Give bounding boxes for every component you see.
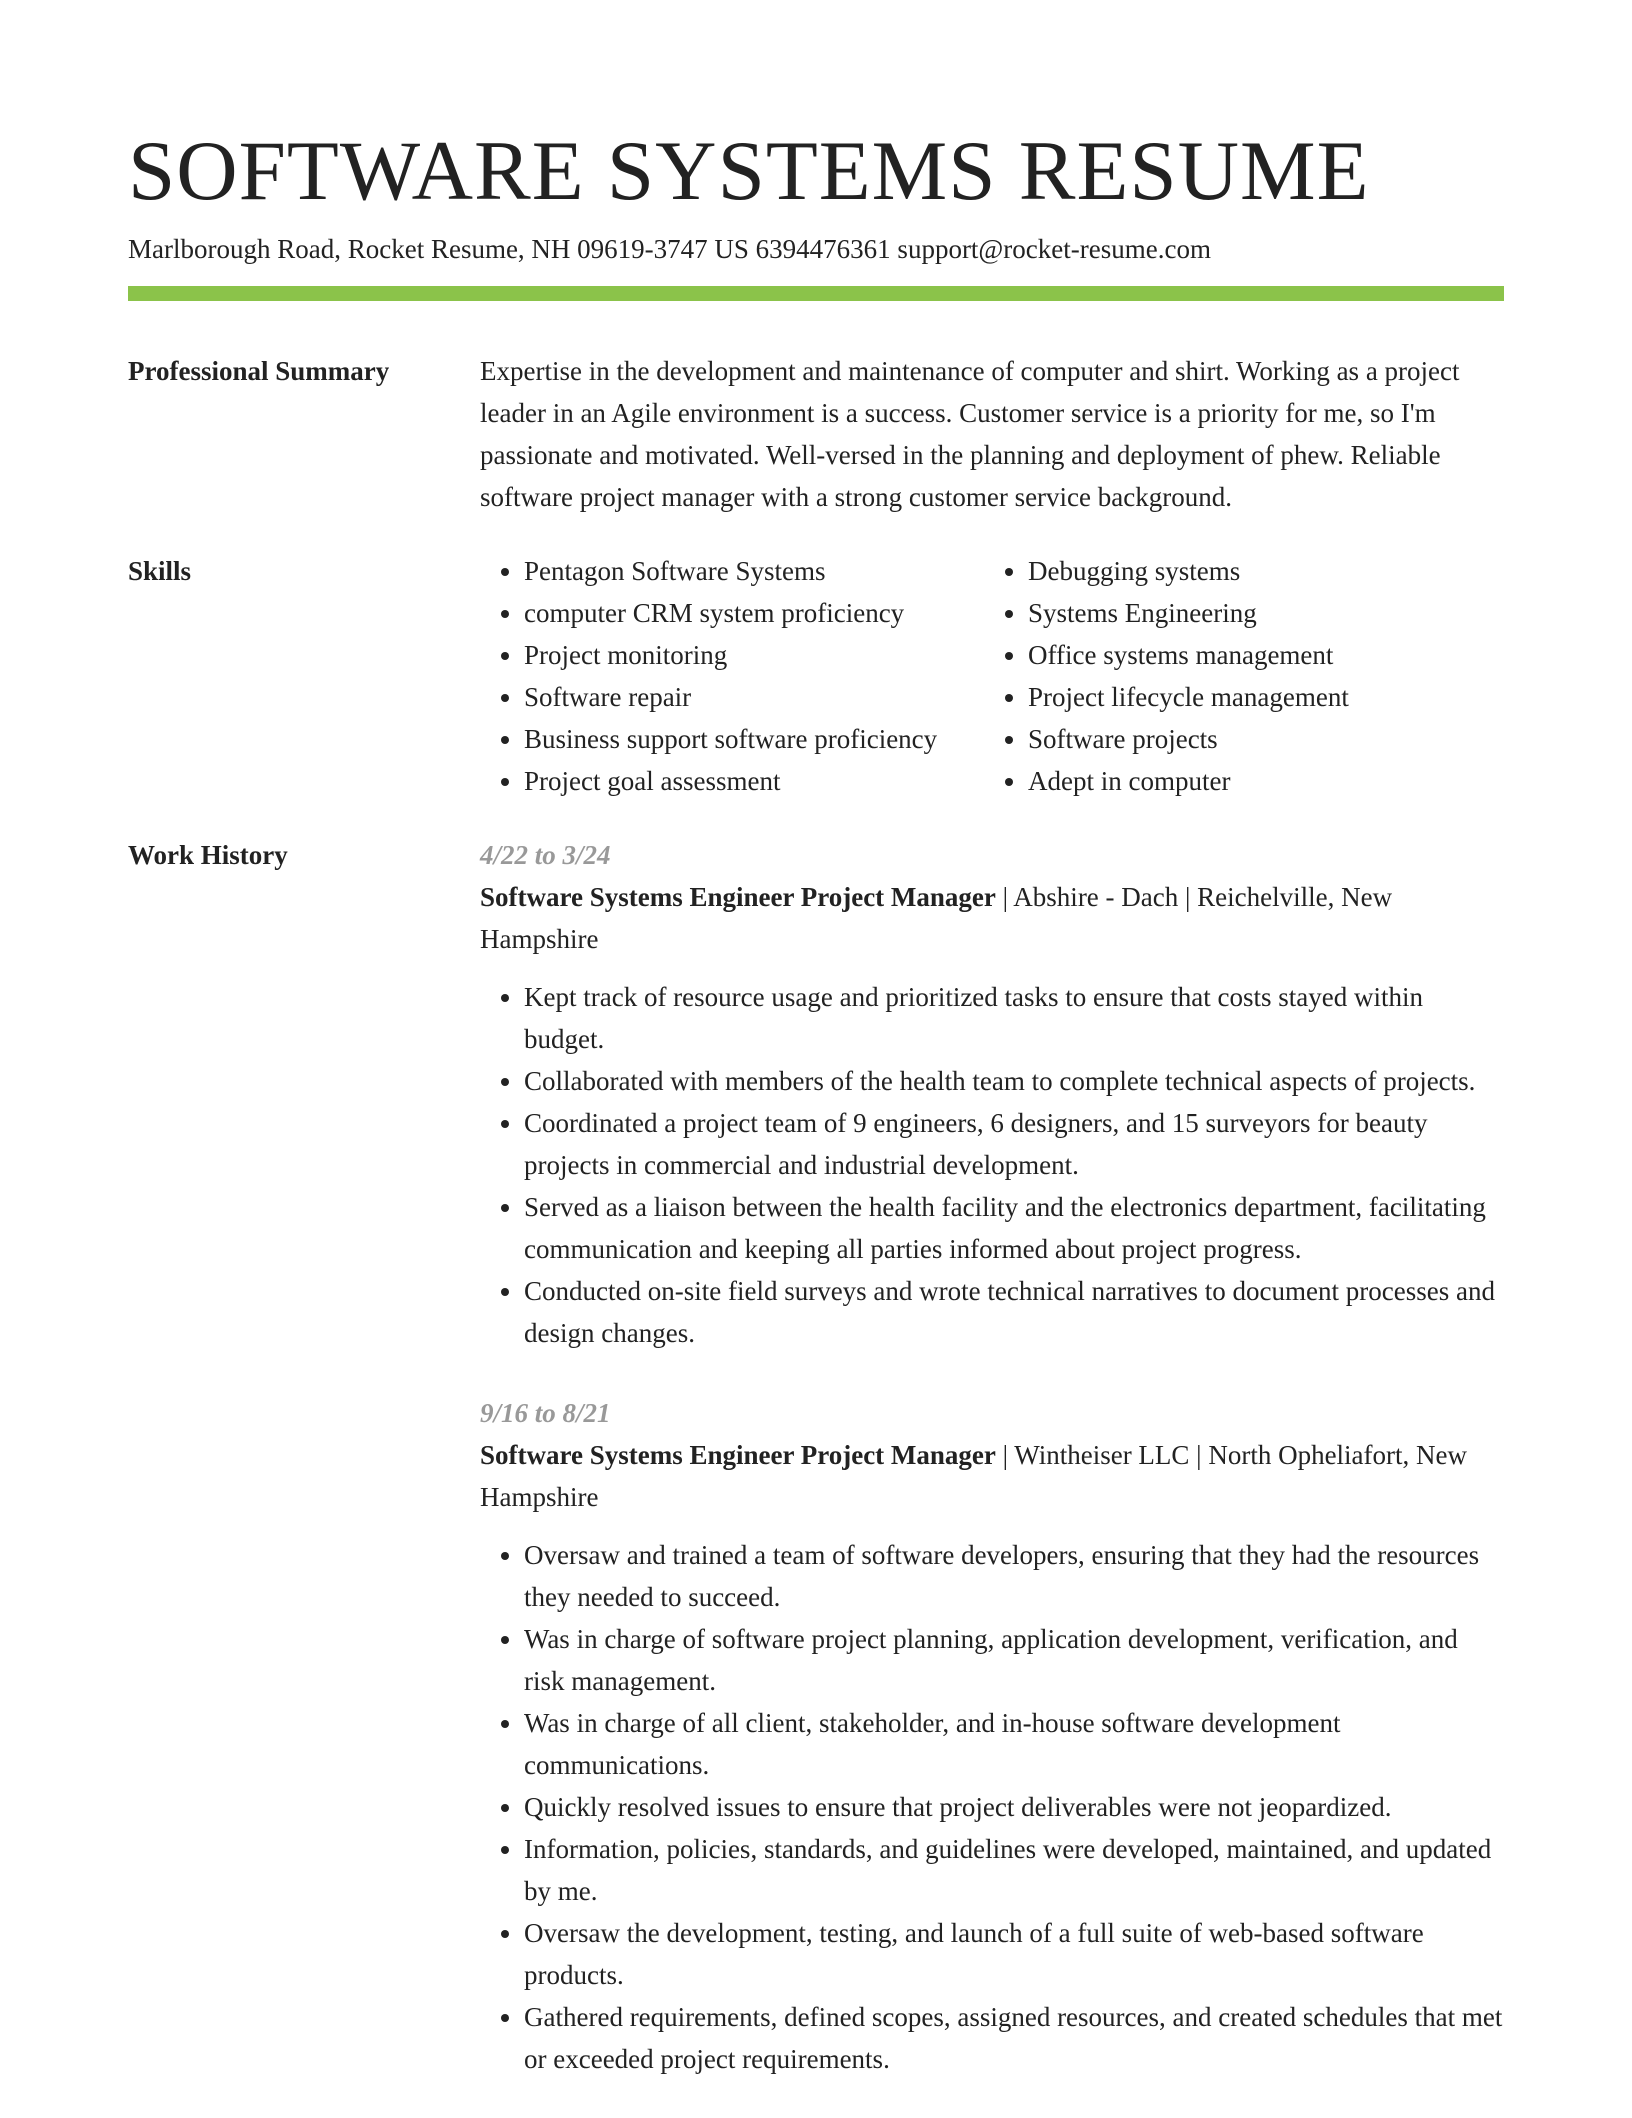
job-bullet: • Information, policies, standards, and guidelines were developed, maintained, and updated by me. [524, 1828, 1504, 1912]
job-bullet: • Was in charge of all client, stakeholder, and in-house software development communications. [524, 1702, 1504, 1786]
work-history-label: Work History [128, 840, 288, 870]
skill-item: • Debugging systems [1028, 550, 1488, 592]
job-details: | Abshire - Dach | Reichelville, New Hampshire [480, 882, 1393, 954]
work-history-body [480, 834, 1504, 2118]
summary-text: Expertise in the development and maintenance of computer and shirt. Working as a project leader in an Agile environment is a success. Customer service is a priority for me, so I'm passionate and motivated. Well-versed in the planning and deployment of phew. Reliable software project manager with a strong customer service background. [480, 356, 1460, 512]
skill-item: • Software projects [1028, 718, 1488, 760]
job-bullet: • Was in charge of software project planning, application development, verification, and risk management. [524, 1618, 1504, 1702]
skill-item: • Adept in computer [1028, 760, 1488, 802]
job-bullet: • Kept track of resource usage and prioritized tasks to ensure that costs stayed within budget. [524, 976, 1504, 1060]
skill-item: • Systems Engineering [1028, 592, 1488, 634]
skill-item: • Pentagon Software Systems [524, 550, 984, 592]
skill-item: • computer CRM system proficiency [524, 592, 984, 634]
resume-title: SOFTWARE SYSTEMS RESUME [128, 124, 1370, 218]
job-entry [480, 834, 1504, 1354]
skill-item: • Software repair [524, 676, 984, 718]
job-bullet: • Collaborated with members of the health team to complete technical aspects of projects. [524, 1060, 1504, 1102]
header-divider [128, 286, 1504, 301]
job-bullet: • Gathered requirements, defined scopes, assigned resources, and created schedules that met or exceeded project requirements. [524, 1996, 1504, 2080]
skills-body [480, 550, 1504, 802]
skill-item: • Project goal assessment [524, 760, 984, 802]
contact-line: Marlborough Road, Rocket Resume, NH 09619-3747 US 6394476361 support@rocket-resume.com [128, 234, 1211, 264]
job-bullet: • Conducted on-site field surveys and wrote technical narratives to document processes and design changes. [524, 1270, 1504, 1354]
job-heading [480, 876, 1504, 960]
job-details: | Wintheiser LLC | North Opheliafort, New Hampshire [480, 1440, 1468, 1512]
job-bullet: • Oversaw and trained a team of software developers, ensuring that they had the resources they needed to succeed. [524, 1534, 1504, 1618]
job-bullet: • Oversaw the development, testing, and launch of a full suite of web-based software products. [524, 1912, 1504, 1996]
skill-item: • Office systems management [1028, 634, 1488, 676]
job-dates: 4/22 to 3/24 [480, 840, 611, 870]
skills-column-1 [480, 550, 984, 802]
summary-body [480, 350, 1504, 518]
skill-item: • Business support software proficiency [524, 718, 984, 760]
skill-item: • Project monitoring [524, 634, 984, 676]
job-bullets [480, 1534, 1504, 2080]
job-entry [480, 1392, 1504, 2080]
job-dates: 9/16 to 8/21 [480, 1398, 611, 1428]
job-bullet: • Served as a liaison between the health facility and the electronics department, facilitating communication and keeping all parties informed about project progress. [524, 1186, 1504, 1270]
skills-label: Skills [128, 556, 192, 586]
skills-column-2 [984, 550, 1488, 802]
skill-item: • Project lifecycle management [1028, 676, 1488, 718]
job-bullet: • Coordinated a project team of 9 engineers, 6 designers, and 15 surveyors for beauty projects in commercial and industrial development. [524, 1102, 1504, 1186]
summary-label: Professional Summary [128, 356, 390, 386]
job-bullets [480, 976, 1504, 1354]
job-title: Software Systems Engineer Project Manager [480, 1440, 996, 1470]
job-title: Software Systems Engineer Project Manager [480, 882, 996, 912]
job-bullet: • Quickly resolved issues to ensure that project deliverables were not jeopardized. [524, 1786, 1504, 1828]
job-heading [480, 1434, 1504, 1518]
